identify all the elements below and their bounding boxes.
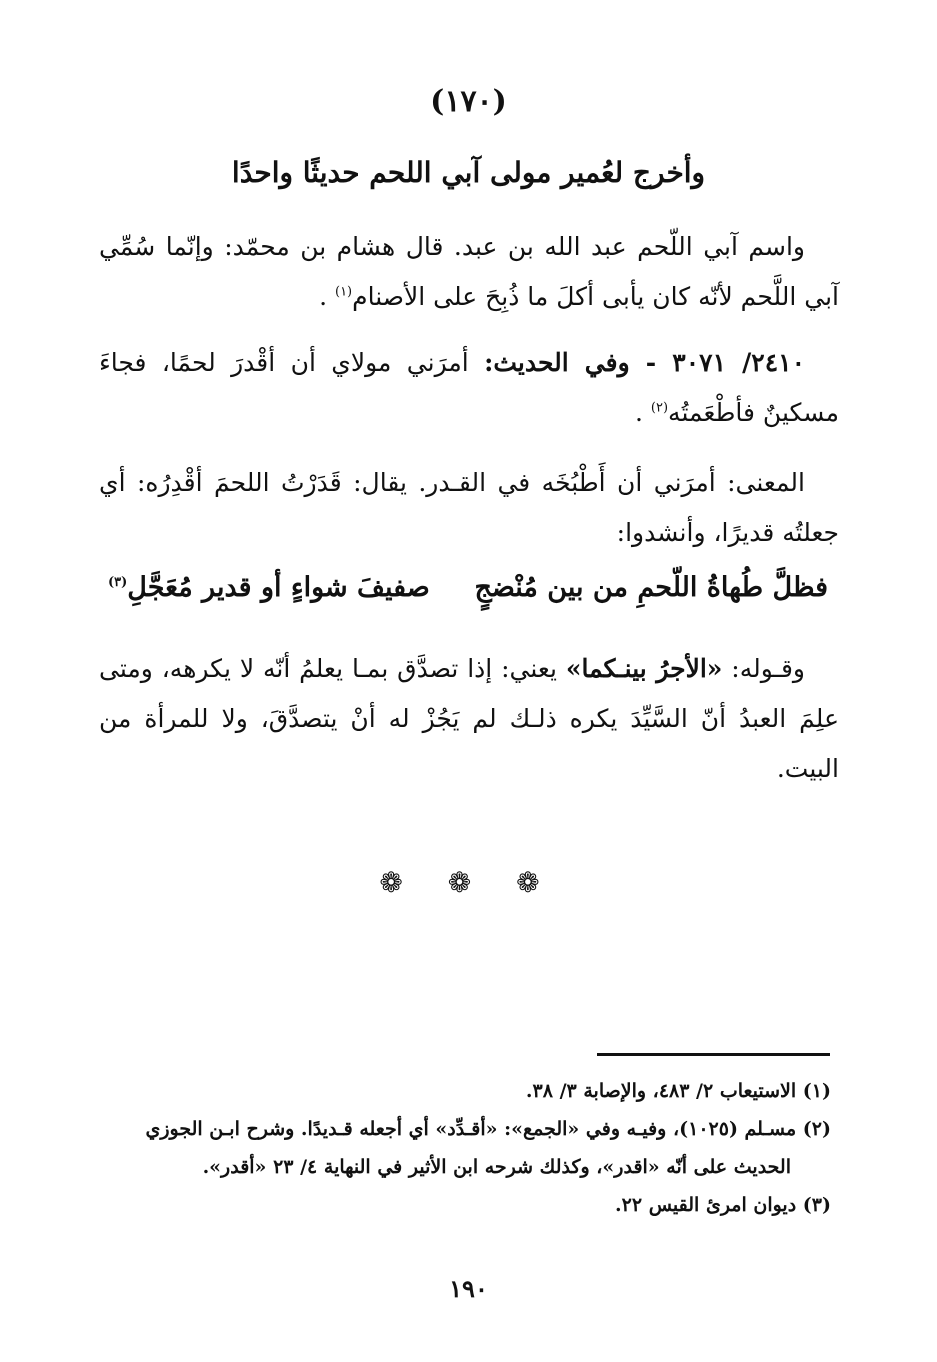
page-number: ١٩٠ — [449, 1274, 488, 1303]
verse-second-hemistich: صفيفَ شواءٍ أو قدير مُعَجَّلِ — [127, 572, 430, 603]
footnote-text: (١) الاستيعاب ٢/ ٤٨٣، والإصابة ٣/ ٣٨. — [525, 1080, 831, 1102]
flower-ornament-icon: ❁ — [447, 866, 490, 899]
paragraph-commentary — [99, 644, 839, 794]
footnote-separator — [597, 1053, 830, 1056]
verse-first-hemistich: فظلَّ طُهاةُ اللّحمِ من بين مُنْضجٍ — [474, 572, 828, 603]
section-number: (١٧٠) — [430, 84, 507, 119]
footnote-3 — [99, 1186, 831, 1224]
quoted-phrase: «الأجرُ بينـكما» — [565, 654, 723, 683]
paragraph-name-explanation — [99, 222, 839, 322]
verse-second-hemistich-wrap — [108, 572, 430, 603]
footnotes — [99, 1072, 831, 1224]
footnote-text: (٢) مسـلم (١٠٢٥)، وفيـه وفي «الجمع»: «أقـدِّد» أي أجعله قـديدًا. وشرح ابـن الجوزي — [145, 1118, 831, 1140]
poetry-verse — [108, 572, 828, 626]
paragraph-end: . — [319, 282, 335, 311]
hadith-text: أمرَني مولاي أن أقْدرَ لحمًا، فجاءَ مسكينٌ فأطْعَمتُه — [99, 348, 839, 427]
footnote-continuation: الحديث على أنّه «اقدر»، وكذلك شرحه ابن الأثير في النهاية ٤/ ٢٣ «أقدر». — [202, 1156, 791, 1178]
paragraph-text: المعنى: أمرَني أن أَطْبُخَه في القـدر. يقال: قَدَرْتُ اللحمَ أقْدِرُه: أي جعلتُه قديرًا، وأنشدوا: — [99, 468, 839, 547]
footnote-ref-2[interactable]: (٢) — [650, 400, 669, 416]
section-title: وأخرج لعُمير مولى آبي اللحم حديثًا واحدًا — [231, 156, 706, 189]
footnote-text: (٣) ديوان امرئ القيس ٢٢. — [615, 1194, 831, 1216]
footnote-ref-1[interactable]: (١) — [334, 284, 353, 300]
hadith-number: ٢٤١٠/ ٣٠٧١ - وفي الحديث: — [484, 348, 806, 377]
paragraph-hadith — [99, 338, 839, 438]
paragraph-end: . — [635, 398, 651, 427]
flower-ornament-icon: ❁ — [379, 866, 421, 899]
footnote-2 — [99, 1110, 831, 1186]
paragraph-meaning — [99, 458, 839, 558]
footnote-1 — [99, 1072, 831, 1110]
paragraph-start: وقـوله: — [722, 654, 806, 683]
paragraph-text: يعني: إذا تصدَّق بمـا يعلمُ أنّه لا يكرهه، ومتى علِمَ العبدُ أنّ السَّيِّدَ يكره ذلـك لم يَجُزْ له أنْ يتصدَّقَ، ولا للمرأة من البيت. — [99, 654, 839, 783]
paragraph-text: واسم آبي اللّحم عبد الله بن عبد. قال هشام بن محمّد: وإنّما سُمِّي آبي اللَّحم لأنّه كان يأبى أكلَ ما ذُبِحَ على الأصنام — [99, 232, 839, 311]
footnote-ref-3[interactable]: (٣) — [108, 575, 128, 590]
flower-ornament-icon: ❁ — [516, 866, 558, 899]
section-divider — [0, 866, 937, 899]
